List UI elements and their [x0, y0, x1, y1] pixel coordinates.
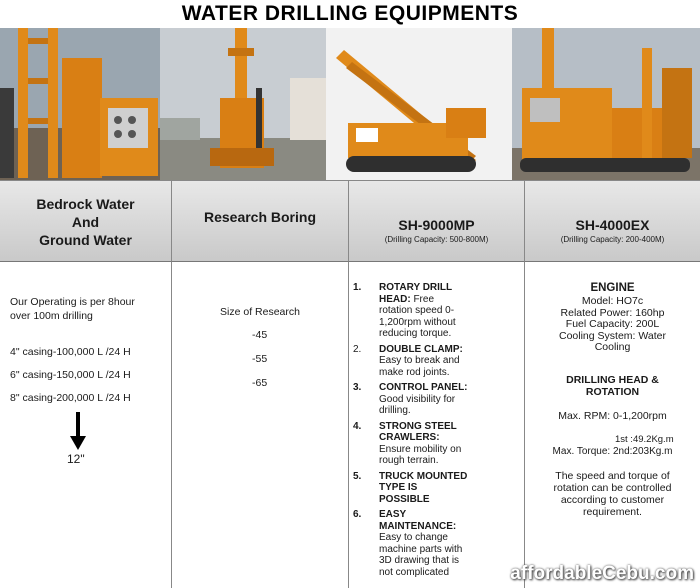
- header-line: And: [71, 214, 100, 230]
- arrow-down-icon: [70, 412, 86, 450]
- feature-heading: ROTARY DRILL: [379, 282, 453, 293]
- sh4000ex-specs: [525, 262, 700, 588]
- bedrock-water-details: [0, 262, 172, 588]
- engine-spec-line: Related Power: 160hp: [560, 306, 665, 319]
- drilling-rig-photo-1: [0, 28, 160, 180]
- speed-note-line: requirement.: [583, 506, 642, 518]
- feature-desc: not complicated: [379, 566, 450, 578]
- engine-specs: [525, 296, 700, 354]
- photo-strip: [0, 28, 700, 180]
- size-label: Size of Research: [220, 306, 300, 318]
- feature-heading: TYPE IS: [379, 482, 418, 493]
- feature-item: [353, 382, 519, 417]
- feature-desc: reducing torque.: [379, 328, 452, 339]
- page-title: WATER DRILLING EQUIPMENTS: [181, 2, 519, 25]
- feature-desc: rough terrain.: [379, 455, 439, 466]
- drilling-rig-photo-4: [512, 28, 700, 180]
- feature-heading: CONTROL PANEL:: [379, 382, 468, 393]
- feature-item: [353, 420, 519, 467]
- header-line: Bedrock Water: [36, 196, 135, 212]
- feature-number: 5.: [353, 470, 362, 482]
- engine-spec-line: Fuel Capacity: 200L: [565, 318, 660, 330]
- feature-desc: machine parts with: [379, 543, 463, 555]
- feature-number: 2.: [353, 343, 362, 355]
- engine-spec-line: Cooling: [594, 341, 631, 353]
- drilling-capacity: (Drilling Capacity: 500-800M): [384, 235, 489, 244]
- feature-item: [353, 509, 519, 578]
- torque-first: 1st :49.2Kg.m: [615, 434, 674, 445]
- speed-note-line: according to customer: [560, 494, 665, 506]
- feature-item: [353, 343, 519, 379]
- drilling-head-heading: [525, 374, 700, 398]
- header-sh4000ex: [525, 180, 700, 262]
- header-sh9000mp: [349, 180, 525, 262]
- header-bedrock-water: [0, 180, 172, 262]
- feature-number: 6.: [353, 509, 362, 520]
- crawler-rig-photo: [326, 28, 512, 180]
- speed-note: [525, 470, 700, 518]
- feature-heading: STRONG STEEL: [379, 420, 457, 432]
- casing-12-label: 12": [67, 452, 85, 466]
- drilling-head-line: ROTATION: [585, 386, 640, 398]
- engine-spec-line: Cooling System: Water: [559, 329, 666, 342]
- feature-item: [353, 470, 519, 506]
- header-line: Ground Water: [39, 232, 132, 248]
- speed-note-line: The speed and torque of: [555, 470, 670, 482]
- speed-note-line: rotation can be controlled: [553, 482, 672, 494]
- feature-desc: Easy to break and: [379, 355, 460, 366]
- drilling-capacity: (Drilling Capacity: 200-400M): [560, 235, 665, 244]
- feature-number: 4.: [353, 420, 362, 432]
- size-65: -65: [252, 377, 268, 389]
- intro-line: over 100m drilling: [10, 310, 93, 322]
- feature-heading: CRAWLERS:: [379, 432, 440, 443]
- size-45: -45: [252, 329, 268, 341]
- feature-number: 1.: [353, 282, 362, 293]
- feature-list: [353, 282, 519, 582]
- feature-desc: Free: [413, 293, 435, 305]
- feature-heading: DOUBLE CLAMP:: [379, 343, 463, 355]
- drilling-head-line: DRILLING HEAD &: [566, 374, 659, 386]
- feature-desc: Easy to change: [379, 532, 448, 543]
- casing-8: 8" casing-200,000 L /24 H: [10, 392, 131, 404]
- torque-second: Max. Torque: 2nd:203Kg.m: [552, 446, 673, 457]
- feature-heading: POSSIBLE: [379, 493, 430, 505]
- feature-desc: Ensure mobility on: [379, 443, 462, 455]
- intro-line: Our Operating is per 8hour: [10, 296, 135, 308]
- watermark: affordableCebu.com: [510, 563, 694, 584]
- feature-desc: drilling.: [379, 405, 411, 416]
- feature-desc: 1,200rpm without: [379, 316, 456, 328]
- feature-desc: rotation speed 0-: [379, 305, 455, 316]
- header-research-boring: [172, 180, 349, 262]
- feature-heading: MAINTENANCE:: [379, 520, 457, 532]
- drilling-rig-photo-2: [160, 28, 326, 180]
- feature-item: [353, 282, 519, 340]
- research-boring-details: [172, 262, 349, 588]
- feature-heading: EASY: [379, 509, 407, 520]
- feature-desc: make rod joints.: [379, 366, 450, 378]
- engine-spec-line: Model: HO7c: [581, 295, 644, 307]
- feature-heading: TRUCK MOUNTED: [379, 470, 468, 482]
- max-rpm: Max. RPM: 0-1,200rpm: [558, 410, 667, 422]
- sh9000mp-features: [349, 262, 525, 588]
- feature-desc: 3D drawing that is: [379, 555, 460, 566]
- casing-6: 6" casing-150,000 L /24 H: [10, 369, 131, 381]
- header-line: Research Boring: [203, 209, 317, 225]
- engine-heading: ENGINE: [590, 282, 635, 294]
- feature-heading: HEAD:: [379, 293, 411, 305]
- size-55: -55: [252, 353, 268, 365]
- model-name: SH-9000MP: [398, 217, 475, 233]
- model-name: SH-4000EX: [575, 217, 650, 233]
- feature-number: 3.: [353, 382, 362, 393]
- casing-4: 4" casing-100,000 L /24 H: [10, 346, 131, 358]
- feature-desc: Good visibility for: [379, 393, 456, 405]
